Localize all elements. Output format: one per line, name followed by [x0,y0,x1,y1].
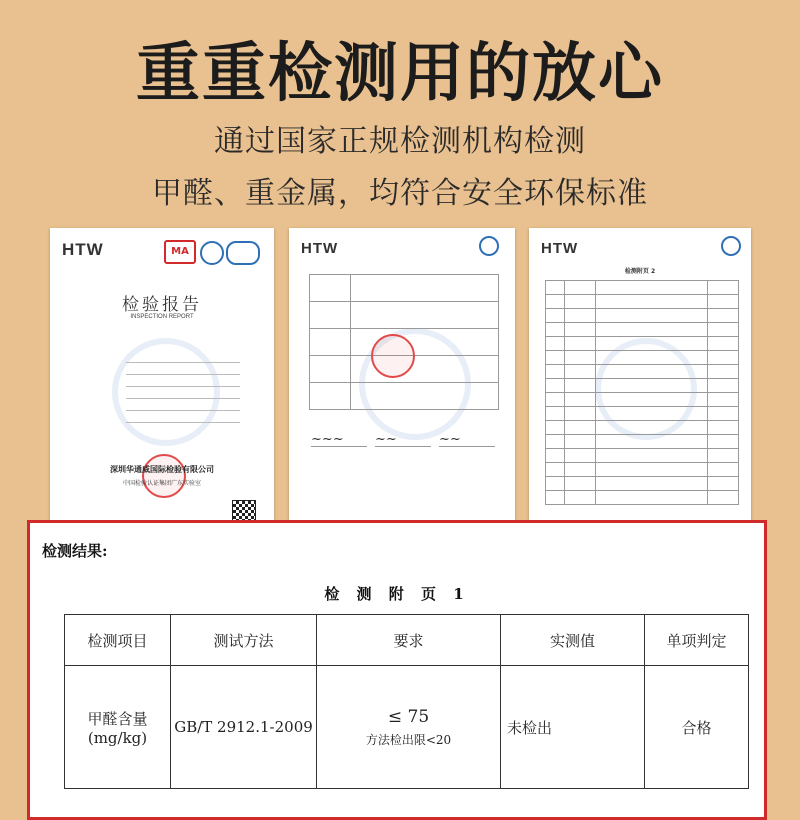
field-row [90,354,240,364]
report-title: 检验报告 [122,295,202,315]
appendix-1-title: 检 测 附 页 1 [324,585,470,603]
cnas-mark-icon [479,236,499,256]
header-requirement: 要求 [317,615,501,666]
red-seal-icon [142,454,186,498]
certificate-appendix-2 [529,228,751,524]
appendix-2-title: 检测附页 2 [624,268,656,275]
results-table [64,614,749,789]
cal-mark-icon [200,241,224,265]
cnas-mark-icon [226,241,260,265]
ma-badge: MA [164,240,196,264]
results-panel [27,520,767,820]
cell-requirement [317,666,501,789]
requirement-limit: ≤ 75 [387,706,430,727]
header-measured-value: 实测值 [501,615,645,666]
header-test-item: 检测项目 [65,615,171,666]
subtitle-line-1: 通过国家正规检测机构检测 [214,124,586,159]
test-item-name: 甲醛含量 [87,709,148,728]
cell-test-item [65,666,171,789]
report-subtitle: INSPECTION REPORT [130,314,194,320]
htw-logo: HTW [62,240,104,259]
certificate-summary [289,228,515,524]
cell-verdict: 合格 [645,666,749,789]
page-headline: 重重检测用的放心 [136,37,664,111]
header-test-method: 测试方法 [171,615,317,666]
certificate-cover [50,228,274,524]
table-header-row [65,615,749,666]
signature-2: ~~ [375,428,431,447]
field-row [90,390,240,400]
cnas-mark-icon [721,236,741,256]
results-label: 检测结果: [42,542,108,560]
issuing-lab: 中国检验认证集团广东实验室 [122,480,201,487]
requirement-note: 方法检出限<20 [365,732,452,747]
signature-1: ~~~ [311,428,367,447]
cell-test-method: GB/T 2912.1-2009 [171,666,317,789]
issuing-company: 深圳华通威国际检验有限公司 [110,465,214,474]
cell-measured-value: 未检出 [501,666,645,789]
htw-logo: HTW [541,240,579,257]
field-row [90,402,240,412]
field-row [90,414,240,424]
test-item-unit: (mg/kg) [87,728,148,747]
field-row [90,378,240,388]
red-seal-icon [371,334,415,378]
table-row [65,666,749,789]
signature-3: ~~ [439,428,495,447]
field-row [90,366,240,376]
appendix-2-table [545,280,739,505]
htw-logo: HTW [301,240,339,257]
header-verdict: 单项判定 [645,615,749,666]
subtitle-line-2: 甲醛、重金属，均符合安全环保标准 [152,176,648,211]
